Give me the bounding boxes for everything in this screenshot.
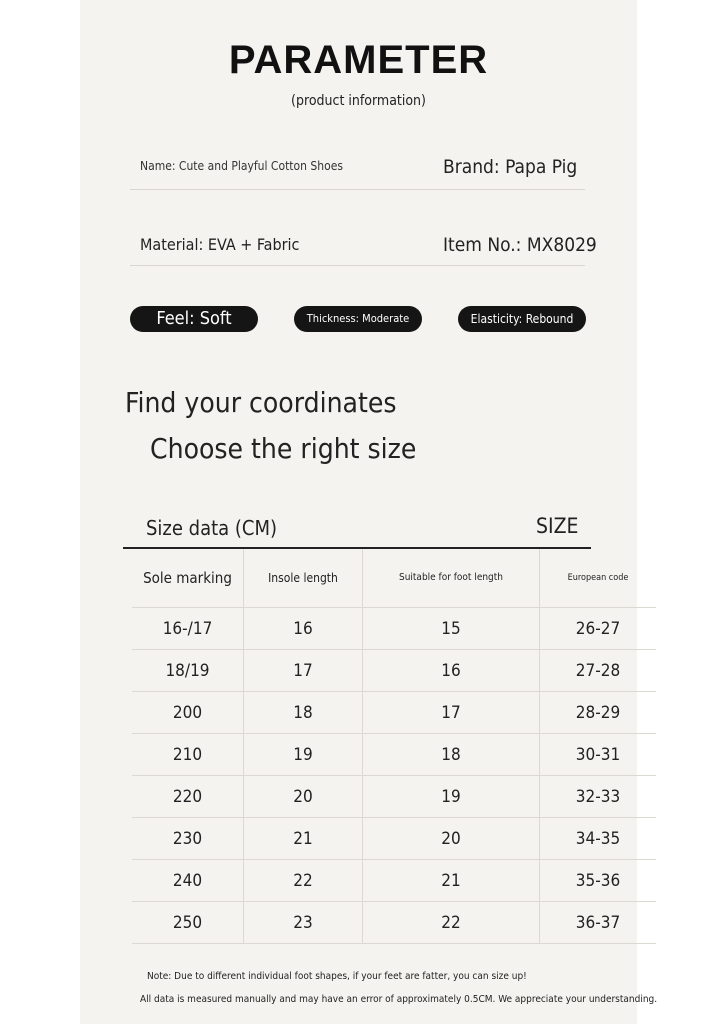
table-header-row: [132, 549, 656, 608]
feature-badge-feel: [130, 306, 258, 332]
table-row: [132, 608, 656, 650]
table-cell: 22: [244, 860, 363, 902]
page-subtitle: (product information): [291, 93, 426, 109]
header-sole-marking: Sole marking: [132, 549, 244, 608]
heading-choose-size: Choose the right size: [150, 432, 417, 465]
size-label: SIZE: [536, 514, 579, 538]
feature-badge-label: Thickness: Moderate: [306, 312, 410, 325]
table-cell: 28-29: [540, 692, 657, 734]
feature-badge-label: Feel: Soft: [156, 308, 232, 329]
table-cell: 27-28: [540, 650, 657, 692]
table-row: [132, 734, 656, 776]
table-row: [132, 902, 656, 944]
table-cell: 19: [244, 734, 363, 776]
table-cell: 16: [363, 650, 540, 692]
header-european-code: European code: [540, 549, 657, 608]
table-cell: 250: [132, 902, 244, 944]
table-cell: 21: [363, 860, 540, 902]
note-fit: Note: Due to different individual foot shapes, if your feet are fatter, you can size up!: [147, 971, 527, 982]
table-row: [132, 650, 656, 692]
feature-badge-elasticity: [458, 306, 586, 332]
table-cell: 19: [363, 776, 540, 818]
product-brand: Brand: Papa Pig: [443, 156, 578, 178]
table-row: [132, 692, 656, 734]
table-cell: 200: [132, 692, 244, 734]
size-table: [132, 549, 656, 944]
heading-find-coordinates: Find your coordinates: [125, 386, 397, 419]
table-cell: 15: [363, 608, 540, 650]
table-cell: 35-36: [540, 860, 657, 902]
divider: [130, 265, 585, 266]
table-cell: 17: [363, 692, 540, 734]
table-cell: 18/19: [132, 650, 244, 692]
table-cell: 240: [132, 860, 244, 902]
product-name: Name: Cute and Playful Cotton Shoes: [140, 159, 343, 173]
table-cell: 17: [244, 650, 363, 692]
table-cell: 36-37: [540, 902, 657, 944]
product-material: Material: EVA + Fabric: [140, 235, 300, 254]
note-measurement: All data is measured manually and may have an error of approximately 0.5CM. We appreciate your understanding.: [140, 994, 658, 1005]
table-cell: 210: [132, 734, 244, 776]
table-cell: 23: [244, 902, 363, 944]
table-cell: 230: [132, 818, 244, 860]
table-cell: 18: [363, 734, 540, 776]
product-item-number: Item No.: MX8029: [443, 234, 597, 256]
table-cell: 22: [363, 902, 540, 944]
size-data-label: Size data (CM): [146, 516, 278, 540]
size-table-body: [132, 608, 656, 944]
table-cell: 16-/17: [132, 608, 244, 650]
table-row: [132, 818, 656, 860]
table-cell: 26-27: [540, 608, 657, 650]
table-cell: 21: [244, 818, 363, 860]
header-foot-length: Suitable for foot length: [363, 549, 540, 608]
feature-badge-thickness: [294, 306, 422, 332]
table-cell: 34-35: [540, 818, 657, 860]
table-cell: 32-33: [540, 776, 657, 818]
table-cell: 20: [244, 776, 363, 818]
feature-badge-label: Elasticity: Rebound: [470, 312, 574, 326]
table-row: [132, 776, 656, 818]
table-cell: 16: [244, 608, 363, 650]
table-cell: 30-31: [540, 734, 657, 776]
header-insole-length: Insole length: [244, 549, 363, 608]
table-row: [132, 860, 656, 902]
divider: [130, 189, 585, 190]
page-title: PARAMETER: [228, 38, 489, 82]
table-cell: 20: [363, 818, 540, 860]
table-cell: 220: [132, 776, 244, 818]
table-cell: 18: [244, 692, 363, 734]
